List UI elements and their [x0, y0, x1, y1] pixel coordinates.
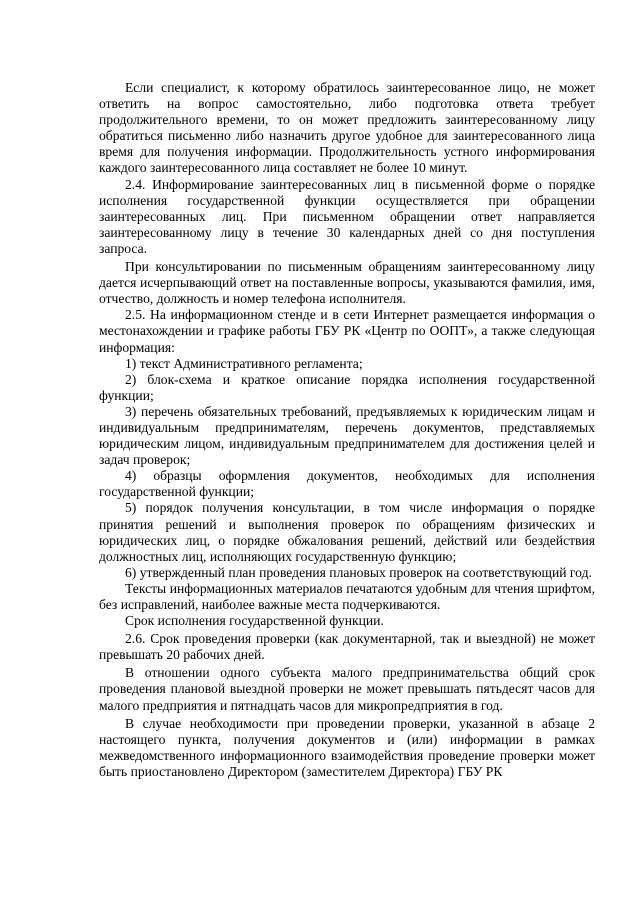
document-page [99, 80, 595, 780]
list-item-1: 1) текст Административного регламента; [125, 355, 363, 371]
paragraph-2-6-term: 2.6. Срок проведения проверки (как документарной, так и выездной) не может превышать 20 рабочих дней. [99, 631, 595, 663]
paragraph-small-business: В отношении одного субъекта малого предпринимательства общий срок проведения плановой выездной проверки не может превышать пятьдесят часов для малого предприятия и пятнадцать часов для микропредприятия в год. [99, 665, 595, 713]
paragraph-suspension: В случае необходимости при проведении проверки, указанной в абзаце 2 настоящего пункта, получения документов и (или) информации в рамках межведомственного информационного взаимодействия проведение проверки может быть приостановлено Директором (заместителем Директора) ГБУ РК [99, 715, 595, 779]
paragraph-written-consult: При консультировании по письменным обращениям заинтересованному лицу дается исчерпывающий ответ на поставленные вопросы, указываются фамилия, имя, отчество, должность и номер телефона исполнителя. [99, 259, 595, 307]
list-item-4: 4) образцы оформления документов, необходимых для исполнения государственной функции; [99, 468, 595, 500]
paragraph-info-materials: Тексты информационных материалов печатаются удобным для чтения шрифтом, без исправлений, наиболее важные места подчеркиваются. [99, 580, 595, 612]
paragraph-2-5-info-stand: 2.5. На информационном стенде и в сети Интернет размещается информация о местонахождении и графике работы ГБУ РК «Центр по ООПТ», а также следующая информация: [99, 307, 595, 355]
paragraph-specialist-response: Если специалист, к которому обратилось заинтересованное лицо, не может ответить на вопрос самостоятельно, либо подготовка ответа требует продолжительного времени, то он может предложить заинтересованному лицу обратиться письменно либо назначить другое удобное для заинтересованного лица время для получения информации. Продолжительность устного информирования каждого заинтересованного лица составляет не более 10 минут. [99, 80, 595, 176]
list-item-3: 3) перечень обязательных требований, предъявляемых к юридическим лицам и индивидуальным предпринимателям, перечень документов, представляемых юридическим лицом, индивидуальным предпринимателем для достижения целей и задач проверок; [99, 403, 595, 468]
list-item-5: 5) порядок получения консультации, в том числе информация о порядке принятия решений и выполнения проверок по обращениям физических и юридических лиц, о порядке обжалования решений, действий или бездействия должностных лиц, исполняющих государственную функцию; [99, 500, 595, 564]
list-item-2: 2) блок-схема и краткое описание порядка исполнения государственной функции; [99, 371, 595, 403]
section-heading-term: Срок исполнения государственной функции. [125, 613, 384, 629]
paragraph-2-4-written-inform: 2.4. Информирование заинтересованных лиц в письменной форме о порядке исполнения государственной функции осуществляется при обращении заинтересованных лиц. При письменном обращении ответ направляется заинтересованному лицу в течение 30 календарных дней со дня поступления запроса. [99, 176, 595, 256]
list-item-6: 6) утвержденный план проведения плановых проверок на соответствующий год. [125, 564, 592, 580]
